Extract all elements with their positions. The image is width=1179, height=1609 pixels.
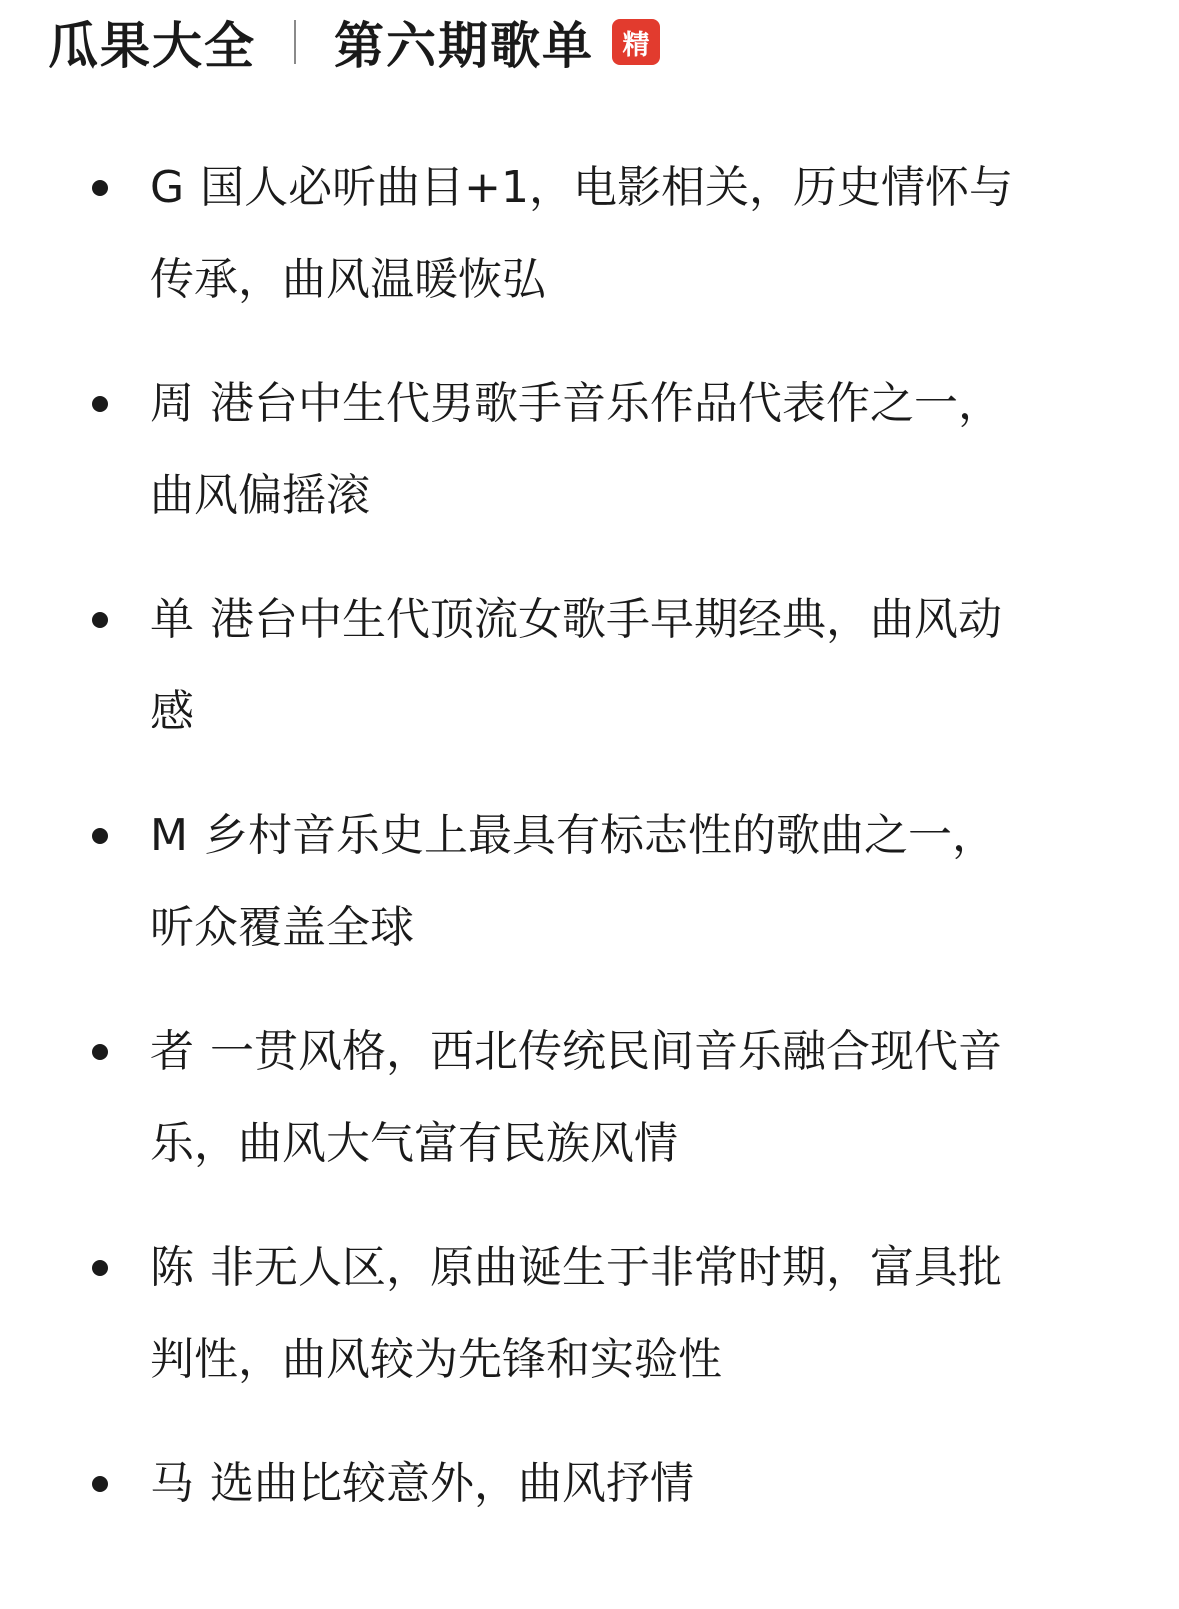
item-description: 非无人区，原曲诞生于非常时期，富具批判性，曲风较为先锋和实验性	[150, 1242, 1002, 1385]
item-description: 港台中生代男歌手音乐作品代表作之一，曲风偏摇滚	[150, 378, 1002, 521]
item-description: 一贯风格，西北传统民间音乐融合现代音乐，曲风大气富有民族风情	[150, 1026, 1002, 1169]
list-item	[0, 358, 1030, 542]
artist-initial: 陈	[150, 1242, 194, 1293]
bullet-icon	[92, 1260, 108, 1276]
page-title: 瓜果大全	[48, 17, 256, 75]
featured-badge: 精	[612, 19, 660, 65]
bullet-icon	[92, 828, 108, 844]
list-item	[0, 574, 1030, 758]
artist-initial: 马	[150, 1458, 194, 1509]
bullet-icon	[92, 396, 108, 412]
title-divider	[294, 20, 296, 64]
song-list	[0, 142, 1179, 1562]
artist-initial: M	[150, 810, 188, 861]
list-item	[0, 1006, 1030, 1190]
artist-initial: 者	[150, 1026, 194, 1077]
item-description: 选曲比较意外，曲风抒情	[210, 1458, 694, 1509]
artist-initial: 单	[150, 594, 194, 645]
list-item	[0, 1438, 1030, 1530]
bullet-icon	[92, 612, 108, 628]
artist-initial: G	[150, 162, 185, 213]
bullet-icon	[92, 1044, 108, 1060]
bullet-icon	[92, 1476, 108, 1492]
bullet-icon	[92, 180, 108, 196]
item-description: 国人必听曲目+1，电影相关，历史情怀与传承，曲风温暖恢弘	[150, 162, 1013, 305]
page-subtitle: 第六期歌单	[334, 17, 594, 75]
list-item	[0, 1222, 1030, 1406]
list-item	[0, 790, 1030, 974]
list-item	[0, 142, 1030, 326]
item-description: 乡村音乐史上最具有标志性的歌曲之一，听众覆盖全球	[150, 810, 996, 953]
page-header	[48, 0, 660, 84]
item-description: 港台中生代顶流女歌手早期经典，曲风动感	[150, 594, 1002, 737]
artist-initial: 周	[150, 378, 194, 429]
